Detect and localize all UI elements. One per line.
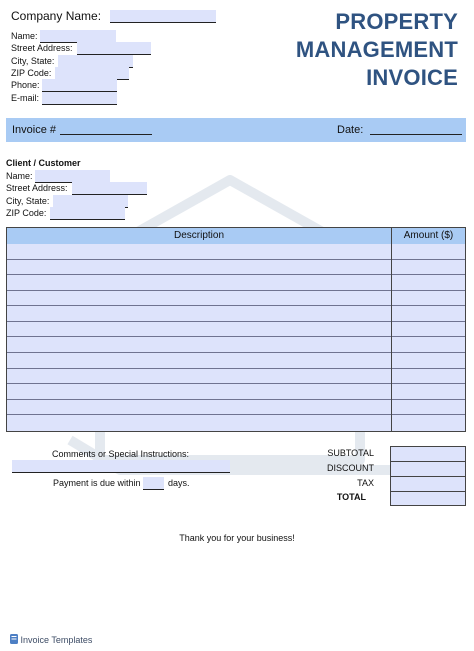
table-row[interactable] — [7, 275, 465, 291]
subtotal-label: SUBTOTAL — [327, 448, 374, 458]
client-zip-field[interactable] — [50, 207, 125, 220]
table-row[interactable] — [7, 244, 465, 260]
title-line-1: PROPERTY — [335, 9, 458, 34]
invoice-title — [258, 8, 458, 92]
table-row[interactable] — [7, 384, 465, 400]
items-table — [6, 227, 466, 432]
company-phone-field[interactable] — [42, 79, 117, 92]
invoice-templates-logo-icon — [10, 634, 18, 644]
company-zip-label: ZIP Code: — [11, 68, 52, 78]
table-header — [7, 228, 465, 245]
payment-suffix: days. — [168, 478, 190, 488]
company-phone-label: Phone: — [11, 80, 40, 90]
client-heading: Client / Customer — [6, 158, 81, 168]
footer-brand-text: Invoice Templates — [20, 635, 93, 645]
company-name-label: Company Name: — [11, 9, 102, 23]
table-row[interactable] — [7, 338, 465, 354]
comments-field[interactable] — [12, 460, 230, 473]
invoice-number-label: Invoice # — [12, 124, 57, 136]
company-street-field[interactable] — [77, 42, 151, 55]
discount-field[interactable] — [391, 462, 465, 477]
table-row[interactable] — [7, 400, 465, 416]
date-field[interactable] — [370, 134, 462, 135]
table-row[interactable] — [7, 415, 465, 431]
discount-label: DISCOUNT — [327, 463, 374, 473]
company-name-label-small: Name: — [11, 31, 38, 41]
date-label: Date: — [337, 124, 364, 136]
totals-box — [390, 446, 466, 506]
table-row[interactable] — [7, 291, 465, 307]
subtotal-field[interactable] — [391, 447, 465, 462]
company-email-field[interactable] — [42, 92, 117, 105]
comments-label: Comments or Special Instructions: — [52, 449, 190, 459]
footer-brand — [10, 634, 92, 645]
invoice-number-field[interactable] — [60, 134, 152, 135]
table-row[interactable] — [7, 369, 465, 385]
table-row[interactable] — [7, 260, 465, 276]
total-label: TOTAL — [336, 492, 366, 502]
thank-you-text: Thank you for your business! — [179, 533, 295, 543]
table-row[interactable] — [7, 322, 465, 338]
company-name-field[interactable] — [110, 10, 216, 23]
company-city-label: City, State: — [11, 56, 55, 66]
client-street-field[interactable] — [72, 182, 147, 195]
payment-prefix: Payment is due within — [53, 478, 141, 488]
title-line-2: MANAGEMENT — [295, 37, 458, 62]
tax-field[interactable] — [391, 477, 465, 492]
table-body — [7, 244, 465, 431]
company-street-label: Street Address: — [11, 43, 73, 53]
client-city-label: City, State: — [6, 196, 50, 206]
payment-days-field[interactable] — [143, 477, 164, 490]
table-row[interactable] — [7, 353, 465, 369]
client-street-label: Street Address: — [6, 183, 68, 193]
table-row[interactable] — [7, 306, 465, 322]
body-column-divider — [391, 244, 392, 431]
description-header: Description — [173, 230, 225, 241]
amount-header: Amount ($) — [403, 230, 454, 241]
header-column-divider — [391, 228, 392, 244]
client-name-label: Name: — [6, 171, 33, 181]
title-line-3: INVOICE — [366, 65, 458, 90]
company-email-label: E-mail: — [11, 93, 40, 103]
tax-label: TAX — [357, 478, 374, 488]
total-field[interactable] — [391, 492, 465, 507]
client-zip-label: ZIP Code: — [6, 208, 47, 218]
invoice-bar — [6, 118, 466, 142]
